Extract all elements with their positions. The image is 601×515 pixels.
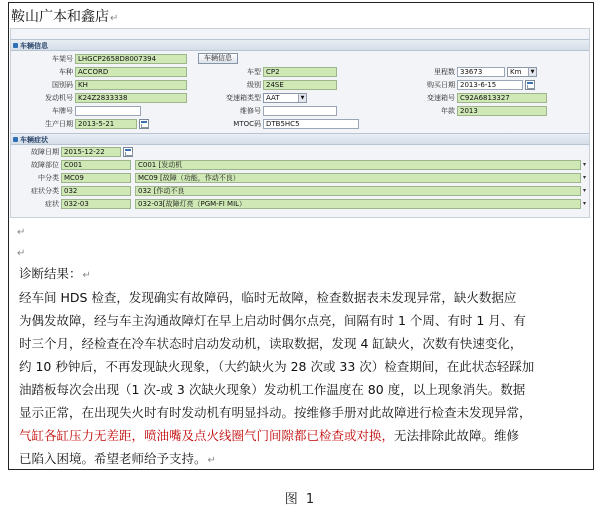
vin-field[interactable]: LHGCP2658D8007394: [75, 54, 187, 64]
diagnosis-line-2: 为偶发故障，经与车主沟通故障灯在早上启动时偶尔点亮，间隔有时 1 个周、有时 1 月、有: [19, 313, 526, 328]
symptom-class-code-field[interactable]: 032: [61, 186, 131, 196]
chevron-down-icon: ▼: [298, 94, 306, 102]
diagnosis-heading: 诊断结果：↵: [19, 266, 91, 281]
chevron-down-icon: ▼: [528, 68, 536, 76]
body-type-field[interactable]: CP2: [263, 67, 337, 77]
embedded-screenshot: [10, 28, 590, 218]
symptom-class-label: 症状分类: [31, 187, 59, 195]
engine-no-field[interactable]: K24Z2833338: [75, 93, 187, 103]
calendar-icon[interactable]: [525, 80, 535, 90]
vehicle-info-button[interactable]: 车辆信息: [198, 53, 238, 64]
middle-class-desc-field[interactable]: MC09 [故障（功能，作动不良）: [135, 173, 581, 183]
section-icon: [13, 43, 18, 48]
production-date-label: 生产日期: [45, 120, 73, 128]
purchase-date-field[interactable]: 2013-6-15: [457, 80, 523, 90]
vehicle-symptom-title: 车辆症状: [20, 136, 48, 144]
paragraph-mark: ↵: [17, 227, 26, 238]
middle-class-code-field[interactable]: MC09: [61, 173, 131, 183]
chevron-down-icon[interactable]: ▾: [583, 200, 587, 207]
transmission-no-field[interactable]: C92A6813327: [457, 93, 547, 103]
diagnosis-line-7-rest: 无法排除此故障。维修: [394, 428, 520, 443]
fault-part-label: 故障部位: [31, 161, 59, 169]
grade-field[interactable]: 24SE: [263, 80, 337, 90]
mtoc-label: MTOC码: [233, 120, 261, 128]
repair-no-field[interactable]: [263, 106, 337, 116]
country-label: 国别码: [52, 81, 73, 89]
symptom-desc-field[interactable]: 032-03[故障灯亮（PGM-FI MIL）: [135, 199, 581, 209]
chevron-down-icon[interactable]: ▾: [583, 161, 587, 168]
purchase-date-label: 购买日期: [427, 81, 455, 89]
diagnosis-line-1: 经车间 HDS 检查，发现确实有故障码，临时无故障，检查数据表未发现异常，缺火数据应: [19, 290, 517, 305]
vehicle-info-bar: [11, 39, 589, 51]
section-icon: [13, 137, 18, 142]
model-year-field[interactable]: 2013: [457, 106, 547, 116]
diagnosis-line-5: 油踏板每次会出现（1 次-或 3 次缺火现象）发动机工作温度在 80 度，以上现象消失。数据: [19, 382, 526, 397]
mileage-unit-value: Km: [510, 68, 522, 76]
calendar-icon[interactable]: [139, 119, 149, 129]
mileage-unit-select[interactable]: [507, 67, 537, 77]
engine-no-label: 发动机号: [45, 94, 73, 102]
model-field[interactable]: ACCORD: [75, 67, 187, 77]
calendar-icon[interactable]: [123, 147, 133, 157]
diagnosis-line-3: 时三个月，经检查在冷车状态时启动发动机，读取数据，发现 4 缸缺火，次数有快速变化，: [19, 336, 523, 351]
transmission-type-value: AAT: [266, 94, 280, 102]
highlighted-finding: 气缸各缸压力无差距，喷油嘴及点火线圈气门间隙都已检查或对换，: [19, 428, 395, 443]
symptom-class-desc-field[interactable]: 032 [作动不良: [135, 186, 581, 196]
chevron-down-icon[interactable]: ▾: [583, 187, 587, 194]
plate-no-label: 车牌号: [52, 107, 73, 115]
plate-no-field[interactable]: [75, 106, 141, 116]
fault-date-label: 故障日期: [31, 148, 59, 156]
diagnosis-line-7: [19, 424, 519, 447]
symptom-code-field[interactable]: 032-03: [61, 199, 131, 209]
diagnosis-line-6: 显示正常，在出现失火时有时发动机有明显抖动。按维修手册对此故障进行检查未发现异常，: [19, 405, 532, 420]
mileage-field[interactable]: 33673: [457, 67, 505, 77]
model-year-label: 年款: [441, 107, 455, 115]
mileage-label: 里程数: [434, 68, 455, 76]
fault-date-field[interactable]: 2015-12-22: [61, 147, 121, 157]
middle-class-label: 中分类: [38, 174, 59, 182]
vehicle-symptom-bar: [11, 133, 589, 145]
diagnosis-line-8: 已陷入困境。希望老师给予支持。↵: [19, 451, 216, 466]
symptom-label: 症状: [45, 200, 59, 208]
figure-caption: 图 1: [284, 492, 317, 507]
vehicle-info-title: 车辆信息: [20, 42, 48, 50]
production-date-field[interactable]: 2013-5-21: [75, 119, 137, 129]
model-label: 车种: [59, 68, 73, 76]
body-type-label: 车型: [247, 68, 261, 76]
chevron-down-icon[interactable]: ▾: [583, 174, 587, 181]
country-field[interactable]: KH: [75, 80, 187, 90]
diagnosis-line-4: 约 10 秒钟后，不再发现缺火现象，（大约缺火为 28 次或 33 次）检查期间，在此状态轻踩加: [19, 359, 535, 374]
paragraph-mark: ↵: [17, 248, 26, 259]
mtoc-field[interactable]: DTB5HC5: [263, 119, 359, 129]
fault-part-code-field[interactable]: C001: [61, 160, 131, 170]
repair-no-label: 维修号: [240, 107, 261, 115]
grade-label: 级别: [247, 81, 261, 89]
fault-part-desc-field[interactable]: C001 [发动机: [135, 160, 581, 170]
document-header: 鞍山广本和鑫店↵: [11, 9, 119, 25]
transmission-no-label: 变速箱号: [427, 94, 455, 102]
transmission-type-select[interactable]: [263, 93, 307, 103]
vin-label: 车架号: [52, 55, 73, 63]
transmission-type-label: 变速箱类型: [226, 94, 261, 102]
